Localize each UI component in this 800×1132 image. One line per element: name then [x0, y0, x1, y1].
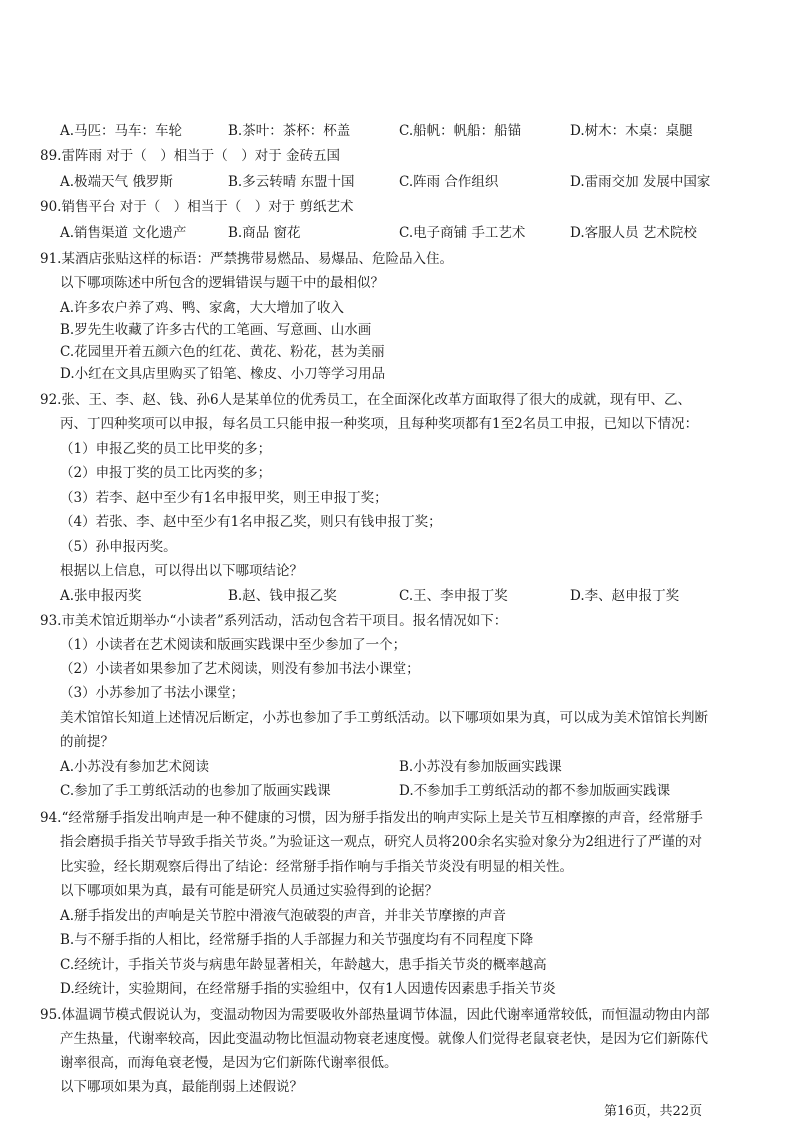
q90-option-d: D.客服人员 艺术院校: [570, 225, 697, 241]
q88-option-a: A.马匹：马车：车轮: [60, 123, 183, 139]
q91-option-c: C.花园里开着五颜六色的红花、黄花、粉花，甚为美丽: [60, 344, 385, 360]
q88-option-b: B.茶叶：茶杯：杯盖: [228, 123, 351, 139]
q92-condition-5: （5）孙申报丙奖。: [60, 539, 177, 555]
q88-option-d: D.树木：木桌：桌腿: [570, 123, 693, 139]
q93-option-a: A.小苏没有参加艺术阅读: [60, 759, 210, 775]
q91-stem: 91.某酒店张贴这样的标语：严禁携带易燃品、易爆品、危险品入住。: [40, 251, 453, 267]
q92-condition-2: （2）申报丁奖的员工比丙奖的多；: [60, 465, 272, 481]
q92-question: 根据以上信息，可以得出以下哪项结论？: [60, 563, 303, 579]
q91-question: 以下哪项陈述中所包含的逻辑错误与题干中的最相似？: [60, 275, 384, 291]
q93-stem: 93.市美术馆近期举办“小读者”系列活动，活动包含若干项目。报名情况如下：: [40, 613, 508, 629]
q91-option-a: A.许多农户养了鸡、鸭、家禽，大大增加了收入: [60, 300, 345, 316]
q93-option-c: C.参加了手工剪纸活动的也参加了版画实践课: [60, 783, 331, 799]
q94-option-d: D.经统计，实验期间，在经常掰手指的实验组中，仅有1人因遗传因素患手指关节炎: [60, 981, 556, 997]
q93-condition-3: （3）小苏参加了书法小课堂；: [60, 685, 245, 701]
q90-option-c: C.电子商铺 手工艺术: [399, 225, 526, 241]
q89-option-b: B.多云转晴 东盟十国: [228, 174, 355, 190]
q90-stem: 90.销售平台 对于（ ）相当于（ ）对于 剪纸艺术: [40, 199, 354, 215]
q92-condition-3: （3）若李、赵中至少有1名申报甲奖，则王申报丁奖；: [60, 490, 388, 506]
q93-condition-1: （1）小读者在艺术阅读和版画实践课中至少参加了一个；: [60, 637, 407, 653]
q93-question-line-1: 美术馆馆长知道上述情况后断定，小苏也参加了手工剪纸活动。以下哪项如果为真，可以成为美术馆馆长判断: [60, 710, 708, 726]
page-number: 第16页，共22页: [604, 1104, 703, 1119]
q95-stem-line-1: 95.体温调节模式假说认为，变温动物因为需要吸收外部热量调节体温，因此代谢率通常较低，而恒温动物由内部: [40, 1007, 710, 1023]
q88-option-c: C.船帆：帆船：船锚: [399, 123, 522, 139]
q95-question: 以下哪项如果为真，最能削弱上述假说？: [60, 1079, 303, 1095]
q92-condition-4: （4）若张、李、赵中至少有1名申报乙奖，则只有钱申报丁奖；: [60, 514, 442, 530]
q90-option-a: A.销售渠道 文化遗产: [60, 225, 187, 241]
q95-stem-line-3: 谢率很高，而海龟衰老慢，是因为它们新陈代谢率很低。: [60, 1055, 398, 1071]
q92-stem-line-2: 丙、丁四种奖项可以申报，每名员工只能申报一种奖项，且每种奖项都有1至2名员工申报，已知以下情况：: [60, 416, 699, 432]
q93-condition-2: （2）小读者如果参加了艺术阅读，则没有参加书法小课堂；: [60, 661, 420, 677]
q93-question-line-2: 的前提？: [60, 734, 114, 750]
q89-option-d: D.雷雨交加 发展中国家: [570, 174, 711, 190]
q91-option-d: D.小红在文具店里购买了铅笔、橡皮、小刀等学习用品: [60, 366, 386, 382]
q89-option-a: A.极端天气 俄罗斯: [60, 174, 173, 190]
q92-option-b: B.赵、钱申报乙奖: [228, 588, 337, 604]
q89-stem: 89.雷阵雨 对于（ ）相当于（ ）对于 金砖五国: [40, 148, 341, 164]
q93-option-d: D.不参加手工剪纸活动的都不参加版画实践课: [399, 783, 671, 799]
q90-option-b: B.商品 窗花: [228, 225, 301, 241]
q92-option-c: C.王、李申报丁奖: [399, 588, 508, 604]
q94-option-b: B.与不掰手指的人相比，经常掰手指的人手部握力和关节强度均有不同程度下降: [60, 932, 534, 948]
q94-stem-line-2: 指会磨损手指关节导致手指关节炎。”为验证这一观点，研究人员将200余名实验对象分为2组进行了严谨的对: [60, 834, 703, 850]
q92-stem-line-1: 92.张、王、李、赵、钱、孙6人是某单位的优秀员工，在全面深化改革方面取得了很大的成就，现有甲、乙、: [40, 392, 692, 408]
q94-option-c: C.经统计，手指关节炎与病患年龄显著相关，年龄越大，患手指关节炎的概率越高: [60, 957, 547, 973]
q92-condition-1: （1）申报乙奖的员工比甲奖的多；: [60, 441, 272, 457]
q91-option-b: B.罗先生收藏了许多古代的工笔画、写意画、山水画: [60, 322, 372, 338]
q92-option-a: A.张申报丙奖: [60, 588, 142, 604]
q94-question: 以下哪项如果为真，最有可能是研究人员通过实验得到的论据？: [60, 883, 438, 899]
q89-option-c: C.阵雨 合作组织: [399, 174, 499, 190]
q94-option-a: A.掰手指发出的声响是关节腔中滑液气泡破裂的声音，并非关节摩擦的声音: [60, 908, 507, 924]
q94-stem-line-1: 94.“经常掰手指发出响声是一种不健康的习惯，因为掰手指发出的响声实际上是关节互相摩擦的声音，经常掰手: [40, 810, 703, 826]
q93-option-b: B.小苏没有参加版画实践课: [399, 759, 562, 775]
q92-option-d: D.李、赵申报丁奖: [570, 588, 680, 604]
q94-stem-line-3: 比实验，经长期观察后得出了结论：经常掰手指作响与手指关节炎没有明显的相关性。: [60, 859, 573, 875]
q95-stem-line-2: 产生热量，代谢率较高，因此变温动物比恒温动物衰老速度慢。就像人们觉得老鼠衰老快，是因为它们新陈代: [60, 1031, 708, 1047]
